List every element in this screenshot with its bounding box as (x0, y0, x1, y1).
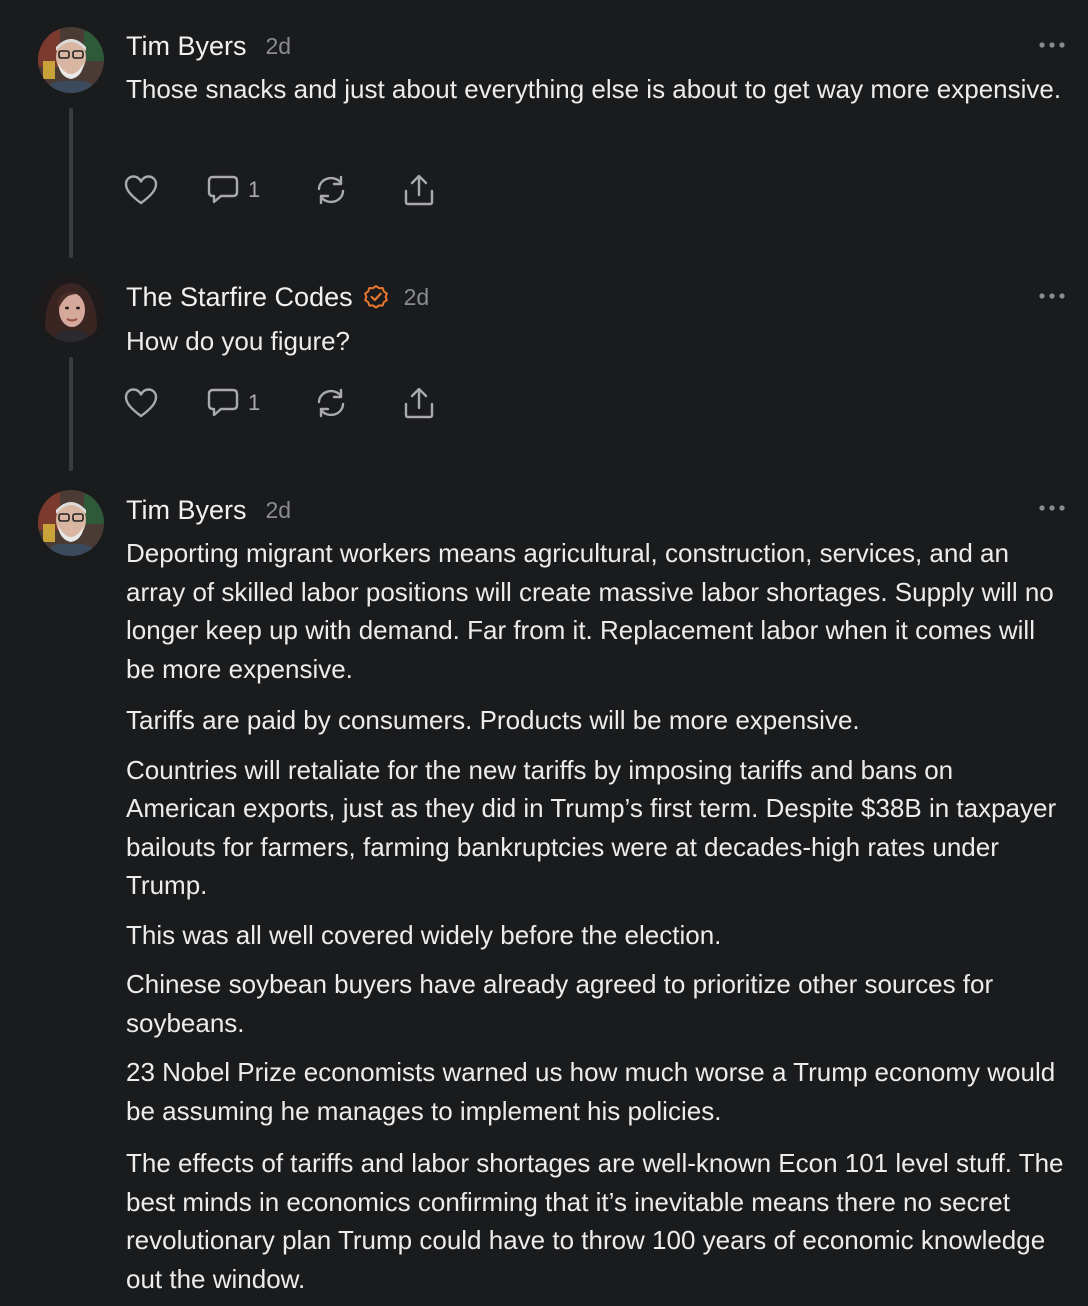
share-button[interactable] (402, 173, 436, 207)
comment-actions (124, 172, 436, 208)
comment-paragraph: Chinese soybean buyers have already agreed to prioritize other sources for soybeans. (126, 969, 994, 1038)
comment-paragraph: Those snacks and just about everything else is about to get way more expensive. (126, 74, 1062, 104)
comment-paragraph: Tariffs are paid by consumers. Products will be more expensive. (126, 705, 860, 735)
restack-button[interactable] (314, 387, 402, 419)
author-name[interactable]: The Starfire Codes (126, 281, 353, 312)
comment-count: 1 (248, 390, 261, 415)
comment-paragraph: The effects of tariffs and labor shortages are well-known Econ 101 level stuff. The best minds in economics confirming that it’s inevitable means there no secret revolutionary plan Trump could have to throw 100 years of economic knowledge out the window. (126, 1148, 1064, 1294)
comment-body (126, 534, 1066, 1306)
comment-header (126, 277, 429, 317)
avatar-tim-byers[interactable] (38, 27, 104, 93)
comment-button[interactable] (206, 174, 314, 206)
restack-button[interactable] (314, 174, 402, 206)
comment-bubble-icon (206, 174, 240, 206)
comment-paragraph: 23 Nobel Prize economists warned us how much worse a Trump economy would be assuming he manages to implement his policies. (126, 1057, 1056, 1126)
comment-bubble-icon (206, 387, 240, 419)
timestamp[interactable]: 2d (265, 32, 292, 59)
thread-line (69, 108, 73, 258)
comment-header (126, 490, 291, 530)
comment-paragraph: This was all well covered widely before the election. (126, 919, 722, 950)
more-dots-icon[interactable] (1038, 503, 1066, 513)
comment-actions (124, 385, 436, 421)
heart-icon (124, 387, 158, 419)
comment-header (126, 26, 291, 66)
comment-body (126, 322, 1066, 372)
author-name[interactable]: Tim Byers (126, 494, 247, 525)
like-button[interactable] (124, 387, 206, 419)
restack-icon (314, 174, 348, 206)
author-name[interactable]: Tim Byers (126, 30, 247, 61)
avatar-the-starfire-codes[interactable] (38, 276, 104, 342)
verified-check-icon (363, 284, 389, 310)
more-dots-icon[interactable] (1038, 291, 1066, 301)
comment-button[interactable] (206, 387, 314, 419)
comment-paragraph: Deporting migrant workers means agricultural, construction, services, and an array of skilled labor positions will create massive labor shortages. Supply will no longer keep up with demand. Far from it. Replacement labor when it comes will be more expensive. (126, 538, 1054, 684)
more-dots-icon[interactable] (1038, 40, 1066, 50)
avatar-tim-byers[interactable] (38, 490, 104, 556)
comment-body (126, 70, 1066, 120)
share-button[interactable] (402, 386, 436, 420)
comment-count: 1 (248, 177, 261, 202)
thread-line (69, 357, 73, 471)
timestamp[interactable]: 2d (403, 283, 430, 310)
comment-paragraph: Countries will retaliate for the new tariffs by imposing tariffs and bans on American exports, just as they did in Trump’s first term. Despite $38B in taxpayer bailouts for farmers, farming bankruptcies were at decades-high rates under Trump. (126, 754, 1057, 900)
comment-paragraph: How do you figure? (126, 326, 351, 356)
share-icon (402, 386, 436, 420)
heart-icon (124, 174, 158, 206)
restack-icon (314, 387, 348, 419)
like-button[interactable] (124, 174, 206, 206)
share-icon (402, 173, 436, 207)
timestamp[interactable]: 2d (265, 496, 292, 523)
